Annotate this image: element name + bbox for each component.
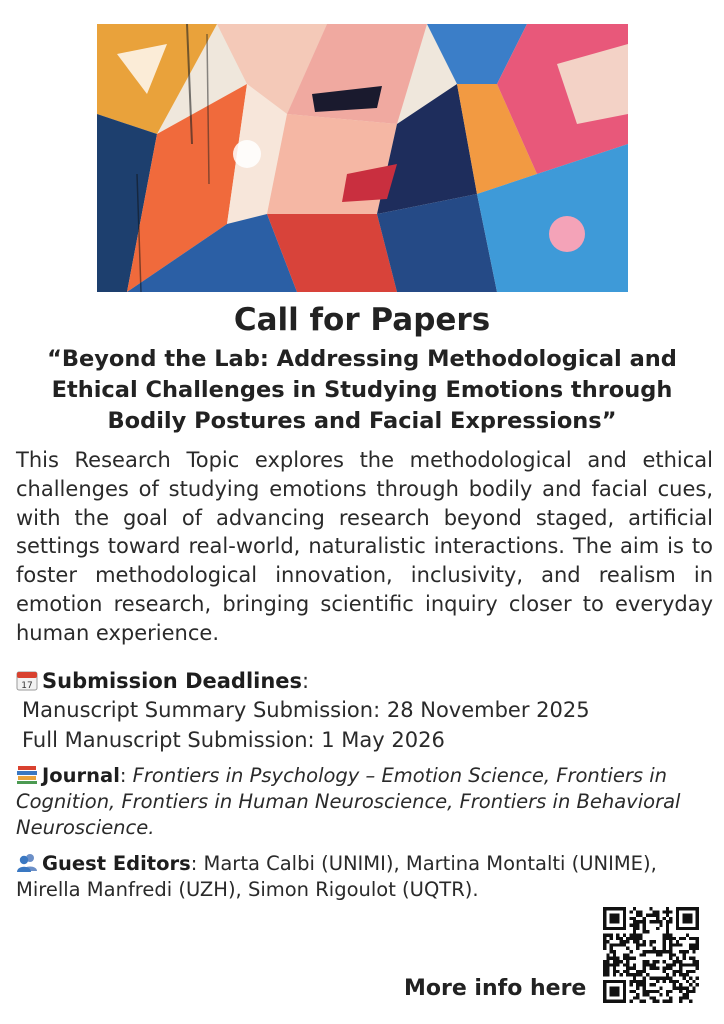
more-info-label: More info here bbox=[404, 976, 587, 1001]
editors-section: Guest Editors: Marta Calbi (UNIMI), Martina Montalti (UNIME), Mirella Manfredi (UZH), Simon Rigoulot (UQTR). bbox=[16, 852, 657, 901]
journal-section: Journal: Frontiers in Psychology – Emotion Science, Frontiers in Cognition, Frontiers in Human Neuroscience, Frontiers in Behavioral Neuroscience. bbox=[16, 764, 681, 839]
editors-heading: Guest Editors bbox=[42, 852, 191, 875]
hero-artwork bbox=[97, 24, 628, 292]
intro-paragraph: This Research Topic explores the methodological and ethical challenges of studying emotions through bodily and facial cues, with the goal of advancing research beyond staged, artificial settings toward real-world, naturalistic interactions. The aim is to foster methodological innovation, inclusivity, and realism in emotion research, bringing scientific inquiry closer to everyday human experience. bbox=[16, 448, 713, 645]
qr-code-icon[interactable] bbox=[603, 907, 699, 1003]
journal-list: Frontiers in Psychology – Emotion Science, Frontiers in Cognition, Frontiers in Human Neuroscience, Frontiers in Behavioral Neuroscience. bbox=[16, 764, 681, 839]
deadlines-section: 17 Submission Deadlines: Manuscript Summary Submission: 28 November 2025 Full Manuscript Submission: 1 May 2026 bbox=[16, 667, 716, 755]
people-icon bbox=[16, 851, 38, 873]
editors-list: Marta Calbi (UNIMI), Martina Montalti (UNIME), Mirella Manfredi (UZH), Simon Rigoulot (UQTR). bbox=[16, 852, 657, 901]
poster-title: Call for Papers bbox=[233, 302, 491, 338]
poster-subtitle: “Beyond the Lab: Addressing Methodological and Ethical Challenges in Studying Emotions through Bodily Postures and Facial Expressions” bbox=[47, 346, 677, 434]
deadline-full: Full Manuscript Submission: 1 May 2026 bbox=[22, 728, 445, 752]
books-icon bbox=[16, 763, 38, 785]
calendar-icon bbox=[16, 669, 38, 691]
journal-heading: Journal bbox=[42, 764, 120, 787]
deadlines-heading: Submission Deadlines bbox=[42, 669, 303, 693]
svg-text:17: 17 bbox=[21, 681, 33, 691]
deadline-summary: Manuscript Summary Submission: 28 November 2025 bbox=[22, 698, 590, 722]
